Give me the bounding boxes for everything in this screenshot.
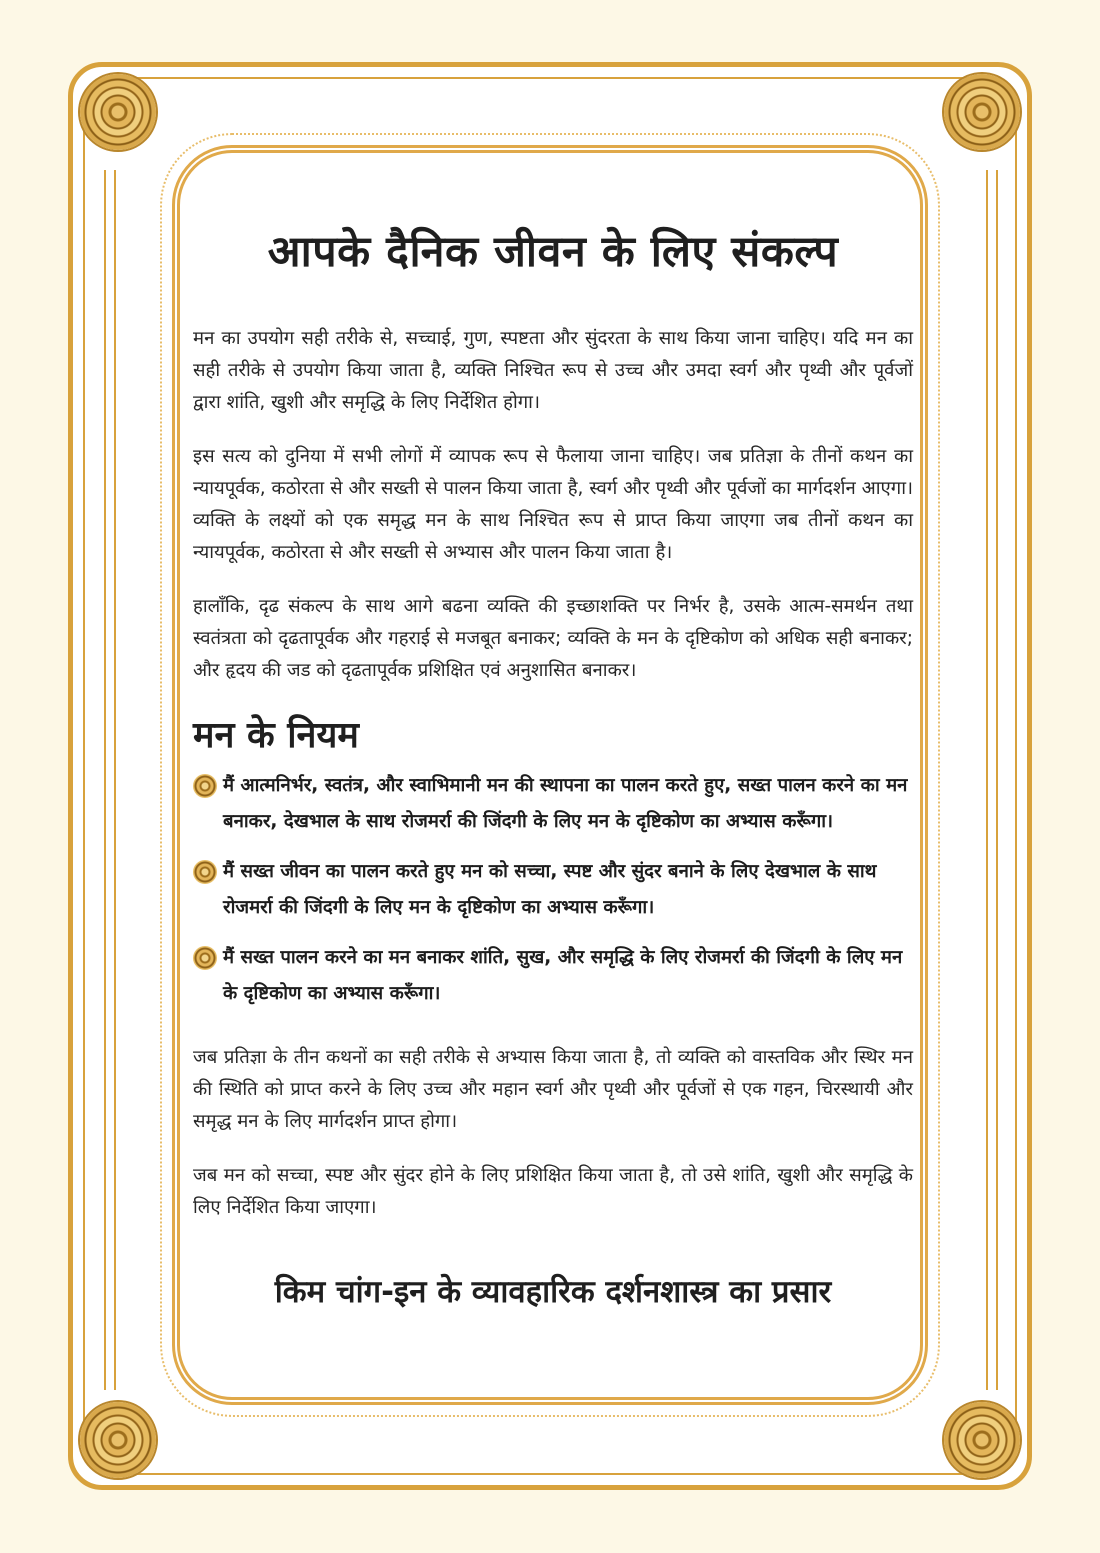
outro-paragraph: जब मन को सच्चा, स्पष्ट और सुंदर होने के लिए प्रशिक्षित किया जाता है, तो उसे शांति, खुशी और समृद्धि के लिए निर्देशित किया जाएगा। [193, 1165, 913, 1218]
left-frame-rule [104, 170, 106, 1390]
left-frame-rule-inner [114, 170, 116, 1390]
right-frame-rule-inner [996, 170, 998, 1390]
page-title: आपके दैनिक जीवन के लिए संकल्प [267, 227, 839, 277]
intro-paragraph: हालाँकि, दृढ संकल्प के साथ आगे बढना व्यक्ति की इच्छाशक्ति पर निर्भर है, उसके आत्म-समर्थन तथा स्वतंत्रता को दृढतापूर्वक और गहराई से मजबूत बनाकर; व्यक्ति के मन के दृष्टिकोण को अधिक सही बनाकर; और हृदय की जड को दृढतापूर्वक प्रशिक्षित एवं अनुशासित बनाकर। [193, 596, 913, 681]
corner-medallion-icon [80, 74, 156, 150]
section-title: मन के नियम [193, 715, 359, 756]
intro-paragraph: मन का उपयोग सही तरीके से, सच्चाई, गुण, स्पष्टता और सुंदरता के साथ किया जाना चाहिए। यदि मन का सही तरीके से उपयोग किया जाता है, व्यक्ति निश्चित रूप से उच्च और उमदा स्वर्ग और पृथ्वी और पूर्वजों द्वारा शांति, खुशी और समृद्धि के लिए निर्देशित होगा। [193, 328, 913, 413]
rule-text: मैं सख्त जीवन का पालन करते हुए मन को सच्चा, स्पष्ट और सुंदर बनाने के लिए देखभाल के साथ रोजमर्रा की जिंदगी के लिए मन के दृष्टिकोण का अभ्यास करूँगा। [223, 861, 877, 918]
outro-paragraph: जब प्रतिज्ञा के तीन कथनों का सही तरीके से अभ्यास किया जाता है, तो व्यक्ति को वास्तविक और स्थिर मन की स्थिति को प्राप्त करने के लिए उच्च और महान स्वर्ग और पृथ्वी और पूर्वजों से एक गहन, चिरस्थायी और समृद्ध मन के लिए मार्गदर्शन प्राप्त होगा। [193, 1047, 913, 1132]
gold-medallion-bullet-icon [193, 774, 217, 798]
gold-medallion-bullet-icon [193, 860, 217, 884]
rule-text: मैं आत्मनिर्भर, स्वतंत्र, और स्वाभिमानी मन की स्थापना का पालन करते हुए, सख्त पालन करने का मन बनाकर, देखभाल के साथ रोजमर्रा की जिंदगी के लिए मन के दृष्टिकोण का अभ्यास करूँगा। [223, 775, 908, 832]
right-frame-rule [986, 170, 988, 1390]
corner-medallion-icon [80, 1402, 156, 1478]
rule-item [193, 940, 913, 1012]
closing-line: किम चांग-इन के व्यावहारिक दर्शनशास्त्र का प्रसार [274, 1274, 832, 1310]
corner-medallion-icon [944, 74, 1020, 150]
document-content [193, 200, 913, 1312]
corner-medallion-icon [944, 1402, 1020, 1478]
intro-paragraph: इस सत्य को दुनिया में सभी लोगों में व्यापक रूप से फैलाया जाना चाहिए। जब प्रतिज्ञा के तीनों कथन का न्यायपूर्वक, कठोरता से और सख्ती से पालन किया जाता है, स्वर्ग और पृथ्वी और पूर्वजों का मार्गदर्शन आएगा। व्यक्ति के लक्ष्यों को एक समृद्ध मन के साथ निश्चित रूप से प्राप्त किया जाएगा जब तीनों कथन का न्यायपूर्वक, कठोरता से और सख्ती से अभ्यास और पालन किया जाता है। [193, 446, 913, 563]
rule-item [193, 768, 913, 840]
gold-medallion-bullet-icon [193, 946, 217, 970]
rule-text: मैं सख्त पालन करने का मन बनाकर शांति, सुख, और समृद्धि के लिए रोजमर्रा की जिंदगी के लिए मन के दृष्टिकोण का अभ्यास करूँगा। [223, 947, 903, 1004]
rule-item [193, 854, 913, 926]
